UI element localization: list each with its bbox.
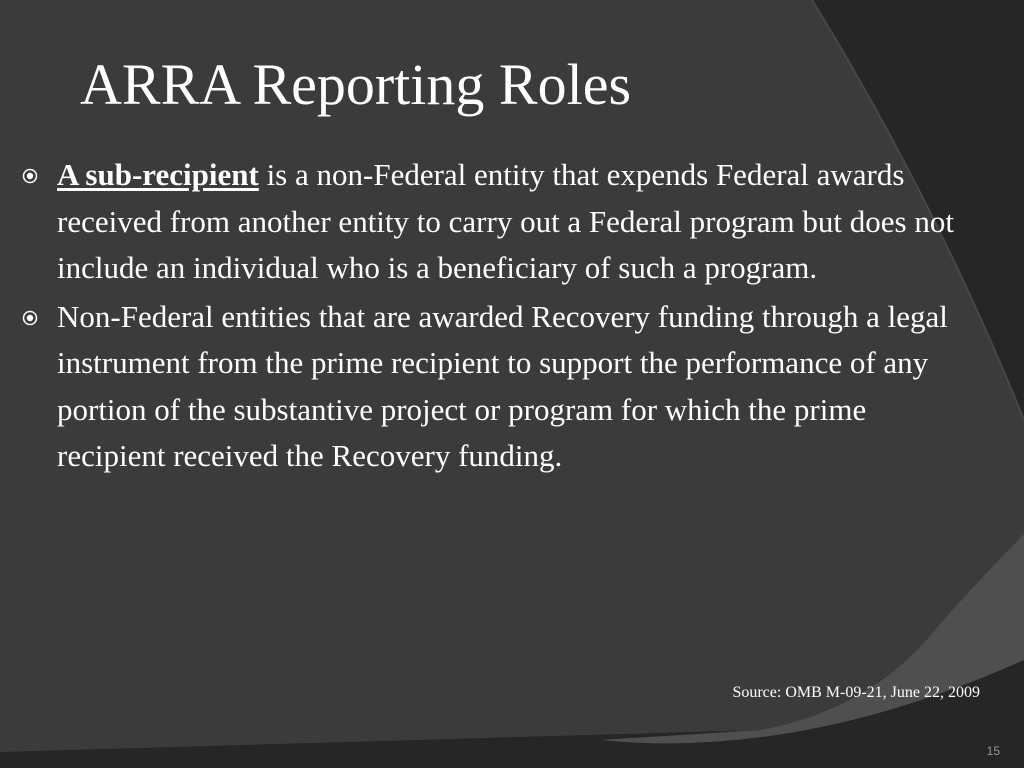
bullet-item-sub-recipient: [18, 152, 978, 292]
bullet-term: A sub-recipient: [57, 157, 259, 192]
bullet-item-non-federal-entities: [18, 294, 978, 480]
circled-dot-bullet-icon: [22, 310, 38, 326]
bullet-text: [57, 294, 978, 480]
bullet-text: [57, 152, 978, 292]
source-citation: Source: OMB M-09-21, June 22, 2009: [732, 684, 980, 701]
bullet-body: is a non-Federal entity that expends Federal awards received from another entity to carry out a Federal program but does not include an individual who is a beneficiary of such a program.: [57, 157, 954, 285]
slide-title: ARRA Reporting Roles: [80, 52, 632, 117]
page-number: 15: [986, 744, 1000, 758]
bullet-list: [18, 152, 978, 482]
bullet-body: Non-Federal entities that are awarded Recovery funding through a legal instrument from the prime recipient to support the performance of any portion of the substantive project or program for which the prime recipient received the Recovery funding.: [57, 298, 948, 473]
circled-dot-bullet-icon: [22, 168, 38, 184]
